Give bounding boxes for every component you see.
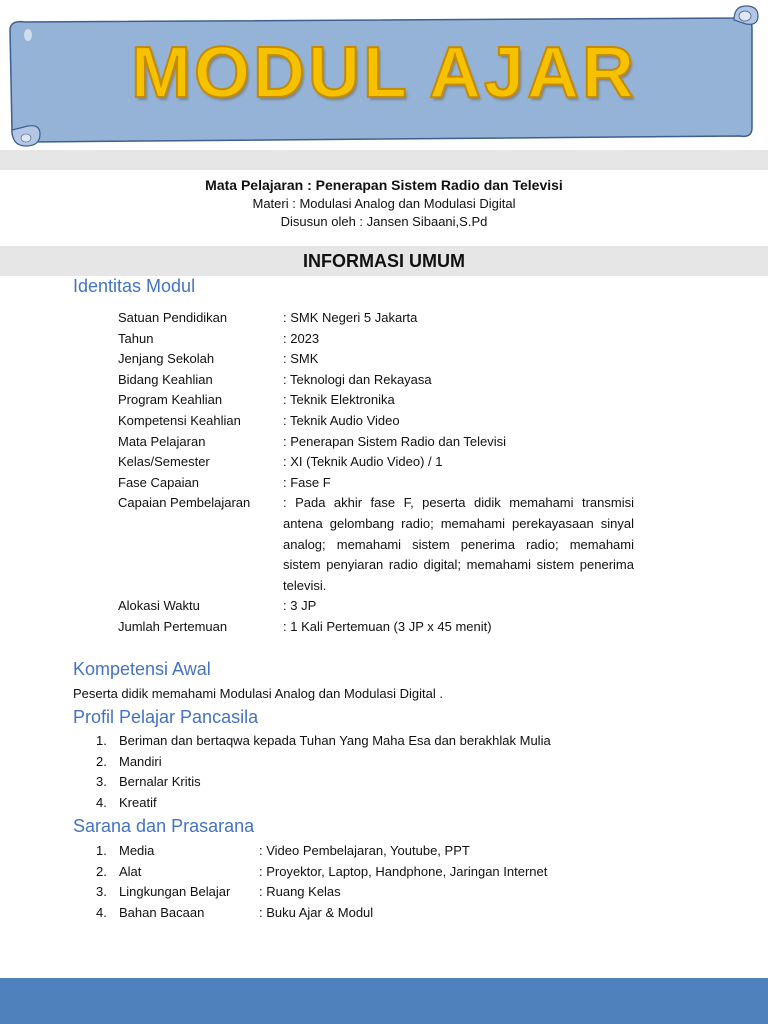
- author-line: Disusun oleh : Jansen Sibaani,S.Pd: [280, 214, 488, 229]
- identity-value: : 2023: [283, 330, 320, 346]
- identity-key: Kelas/Semester: [118, 454, 210, 470]
- identity-key: Program Keahlian: [118, 392, 223, 408]
- identity-value: : Teknik Elektronika: [283, 392, 395, 408]
- identity-row: [118, 432, 638, 453]
- identity-key: Satuan Pendidikan: [118, 310, 228, 325]
- identity-value: : Fase F: [283, 474, 331, 490]
- subject-line: Mata Pelajaran : Penerapan Sistem Radio dan Televisi: [205, 177, 563, 193]
- list-text: Mandiri: [119, 753, 162, 769]
- list-number: 2.: [96, 863, 107, 879]
- identity-row: [118, 493, 638, 596]
- identity-row: [118, 308, 638, 329]
- identity-value: : Pada akhir fase F, peserta didik memahami transmisi antena gelombang radio; memahami perekayasaan sinyal analog; memahami sistem penerima radio; memahami sistem penyiaran radio digital; memahami sistem penerima televisi.: [283, 495, 634, 593]
- banner-title: MODUL AJAR: [130, 33, 637, 113]
- banner-divider: [0, 150, 768, 170]
- identity-key: Kompetensi Keahlian: [118, 412, 241, 428]
- list-number: 3.: [96, 884, 107, 900]
- heading-profil-pelajar: Profil Pelajar Pancasila: [73, 707, 259, 727]
- identity-row: [118, 452, 638, 473]
- heading-identitas-modul: Identitas Modul: [73, 276, 196, 296]
- identity-value: : SMK: [283, 351, 319, 367]
- section-title-informasi-umum: INFORMASI UMUM: [0, 246, 768, 276]
- list-number: 4.: [96, 794, 107, 810]
- identity-value: : SMK Negeri 5 Jakarta: [283, 310, 418, 325]
- identity-row: [118, 370, 638, 391]
- identity-key: Alokasi Waktu: [118, 598, 200, 614]
- identity-value: : XI (Teknik Audio Video) / 1: [283, 454, 443, 470]
- list-key: Bahan Bacaan: [119, 904, 205, 920]
- list-value: : Proyektor, Laptop, Handphone, Jaringan Internet: [259, 863, 548, 879]
- list-number: 4.: [96, 904, 107, 920]
- identity-row: [118, 329, 638, 350]
- list-key: Lingkungan Belajar: [119, 884, 231, 900]
- list-text: Bernalar Kritis: [119, 774, 201, 790]
- identity-row: [118, 390, 638, 411]
- list-key: Media: [119, 843, 155, 858]
- list-value: : Buku Ajar & Modul: [259, 904, 374, 920]
- list-text: Beriman dan bertaqwa kepada Tuhan Yang Maha Esa dan berakhlak Mulia: [119, 733, 551, 748]
- document-header: [0, 175, 768, 231]
- list-number: 1.: [96, 733, 107, 748]
- identity-key: Jenjang Sekolah: [118, 351, 215, 367]
- kompetensi-awal-text: Peserta didik memahami Modulasi Analog dan Modulasi Digital .: [73, 686, 443, 701]
- identity-row: [118, 617, 638, 638]
- identity-key: Mata Pelajaran: [118, 433, 206, 449]
- identity-value: : 3 JP: [283, 598, 317, 614]
- list-number: 1.: [96, 843, 107, 858]
- identity-key: Bidang Keahlian: [118, 371, 213, 387]
- heading-sarana-prasarana: Sarana dan Prasarana: [73, 816, 255, 836]
- list-number: 2.: [96, 753, 107, 769]
- identity-row: [118, 596, 638, 617]
- identity-value: : 1 Kali Pertemuan (3 JP x 45 menit): [283, 618, 492, 634]
- identity-value: : Teknologi dan Rekayasa: [283, 371, 432, 387]
- identity-key: Tahun: [118, 330, 154, 346]
- identity-row: [118, 473, 638, 494]
- identity-value: : Penerapan Sistem Radio dan Televisi: [283, 433, 507, 449]
- list-number: 3.: [96, 774, 107, 790]
- material-line: Materi : Modulasi Analog dan Modulasi Digital: [252, 196, 516, 211]
- identity-key: Capaian Pembelajaran: [118, 495, 251, 511]
- list-value: : Ruang Kelas: [259, 884, 341, 900]
- footer-bar: [0, 978, 768, 1024]
- list-key: Alat: [119, 863, 142, 879]
- list-value: : Video Pembelajaran, Youtube, PPT: [259, 843, 470, 858]
- identity-key: Fase Capaian: [118, 474, 199, 490]
- list-text: Kreatif: [119, 794, 157, 810]
- identity-row: [118, 411, 638, 432]
- heading-kompetensi-awal: Kompetensi Awal: [73, 659, 211, 679]
- identity-key: Jumlah Pertemuan: [118, 618, 228, 634]
- identity-row: [118, 349, 638, 370]
- identity-table: [118, 308, 638, 638]
- identity-value: : Teknik Audio Video: [283, 412, 400, 428]
